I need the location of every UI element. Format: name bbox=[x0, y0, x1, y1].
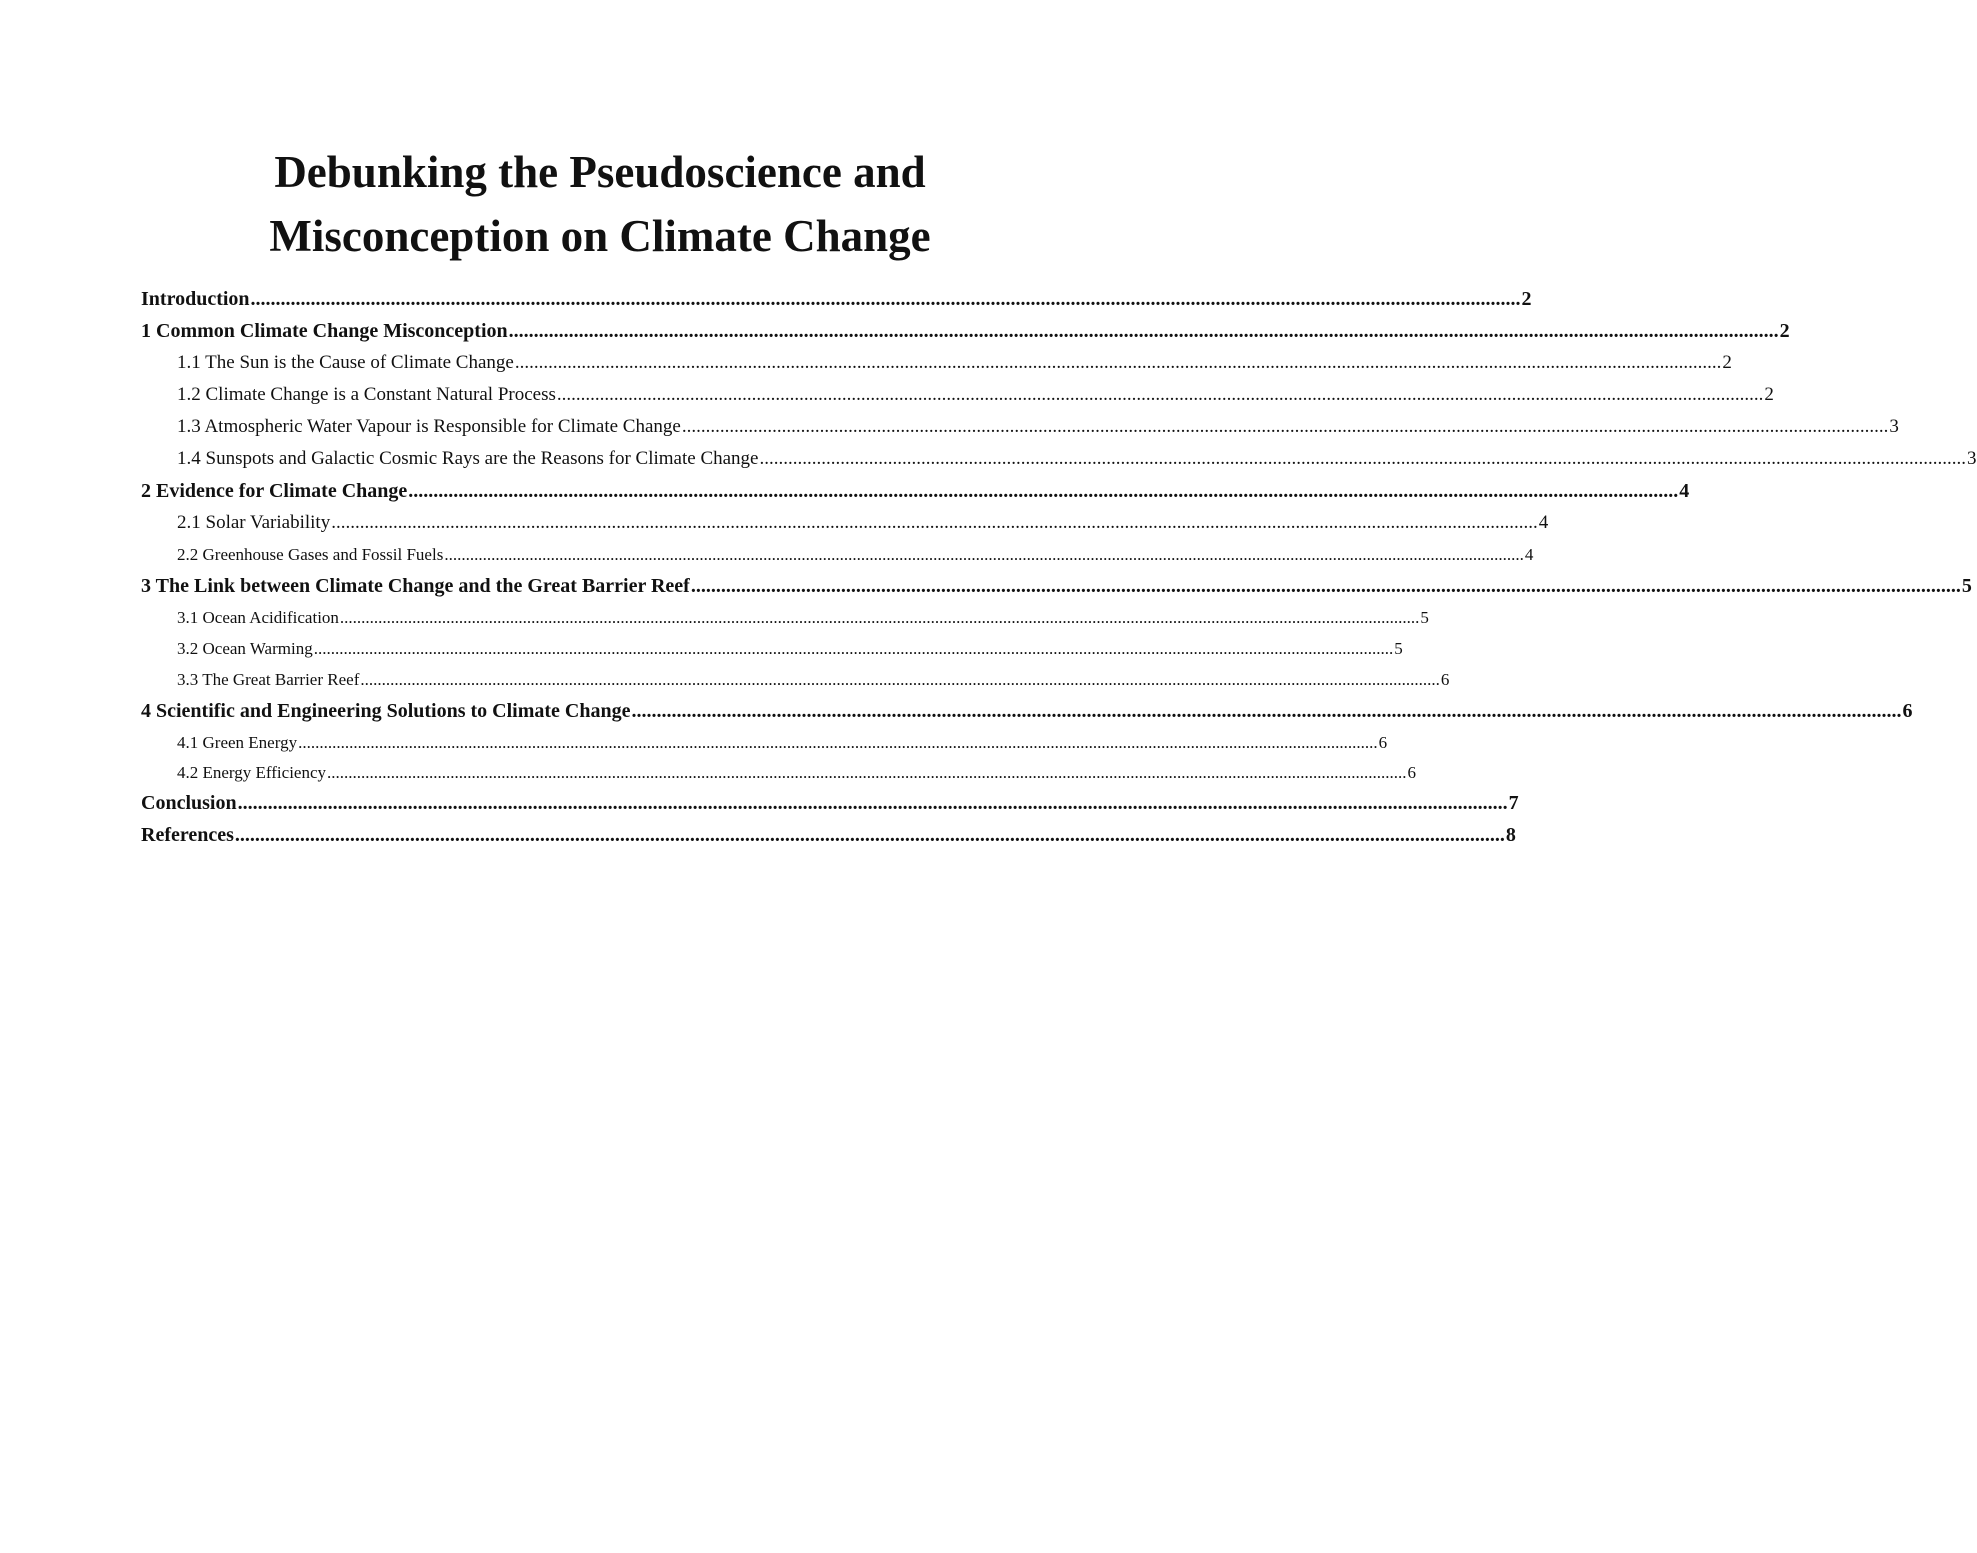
toc-page-number: 2 bbox=[1521, 288, 1532, 310]
toc-entry-section-1-4[interactable] bbox=[141, 443, 1977, 475]
toc-dot-leader: .............................................................................................................................................................................................................................................................. bbox=[690, 575, 1961, 597]
toc-page-number: 2 bbox=[1779, 320, 1790, 342]
toc-entry-label: 4 Scientific and Engineering Solutions to Climate Change bbox=[141, 700, 631, 722]
toc-entry-label: 1.1 The Sun is the Cause of Climate Change bbox=[177, 352, 514, 373]
toc-entry-section-3-1[interactable] bbox=[141, 602, 1429, 633]
toc-page-number: 4 bbox=[1524, 545, 1534, 564]
toc-entry-section-2-2[interactable] bbox=[141, 539, 1534, 570]
toc-entry-label: 4.1 Green Energy bbox=[177, 733, 298, 752]
toc-dot-leader: .............................................................................................................................................................................................................................................................. bbox=[681, 416, 1889, 437]
toc-page-number: 7 bbox=[1508, 792, 1519, 814]
toc-dot-leader: .............................................................................................................................................................................................................................................................. bbox=[514, 352, 1722, 373]
toc-page-number: 5 bbox=[1420, 608, 1429, 627]
toc-entry-introduction[interactable] bbox=[141, 283, 1532, 315]
toc-entry-conclusion[interactable] bbox=[141, 787, 1519, 819]
toc-page-number: 6 bbox=[1407, 763, 1417, 782]
toc-entry-section-4[interactable] bbox=[141, 695, 1913, 727]
toc-dot-leader: .............................................................................................................................................................................................................................................................. bbox=[556, 384, 1764, 405]
toc-entry-label: Conclusion bbox=[141, 792, 237, 814]
toc-dot-leader: .............................................................................................................................................................................................................................................................. bbox=[313, 639, 1394, 658]
toc-entry-label: 1.4 Sunspots and Galactic Cosmic Rays are the Reasons for Climate Change bbox=[177, 448, 759, 469]
toc-page-number: 2 bbox=[1722, 352, 1732, 373]
toc-entry-label: 2.1 Solar Variability bbox=[177, 512, 331, 533]
toc-entry-label: 3 The Link between Climate Change and the Great Barrier Reef bbox=[141, 575, 690, 597]
toc-dot-leader: .............................................................................................................................................................................................................................................................. bbox=[444, 545, 1524, 564]
toc-entry-section-1-3[interactable] bbox=[141, 411, 1899, 443]
toc-dot-leader: .............................................................................................................................................................................................................................................................. bbox=[237, 792, 1508, 814]
toc-entry-label: 1.2 Climate Change is a Constant Natural Process bbox=[177, 384, 556, 405]
toc-entry-section-1-2[interactable] bbox=[141, 379, 1774, 411]
toc-entry-label: 1 Common Climate Change Misconception bbox=[141, 320, 508, 342]
toc-entry-label: 2.2 Greenhouse Gases and Fossil Fuels bbox=[177, 545, 444, 564]
toc-dot-leader: .............................................................................................................................................................................................................................................................. bbox=[508, 320, 1779, 342]
toc-entry-label: 4.2 Energy Efficiency bbox=[177, 763, 327, 782]
toc-dot-leader: .............................................................................................................................................................................................................................................................. bbox=[331, 512, 1538, 533]
toc-page-number: 6 bbox=[1440, 670, 1450, 689]
toc-page-number: 5 bbox=[1394, 639, 1403, 658]
toc-page-number: 6 bbox=[1902, 700, 1913, 722]
toc-page-number: 4 bbox=[1679, 480, 1690, 502]
toc-entry-label: 3.3 The Great Barrier Reef bbox=[177, 670, 360, 689]
toc-entry-section-4-2[interactable] bbox=[141, 758, 1417, 787]
toc-dot-leader: .............................................................................................................................................................................................................................................................. bbox=[298, 733, 1378, 752]
toc-entry-section-2-1[interactable] bbox=[141, 507, 1549, 539]
toc-entry-section-3[interactable] bbox=[141, 570, 1972, 602]
toc-dot-leader: .............................................................................................................................................................................................................................................................. bbox=[327, 763, 1407, 782]
toc-entry-section-2[interactable] bbox=[141, 475, 1690, 507]
document-title-line-1: Debunking the Pseudoscience and bbox=[274, 147, 926, 197]
table-of-contents bbox=[141, 283, 1977, 851]
toc-page-number: 6 bbox=[1378, 733, 1388, 752]
toc-entry-section-4-1[interactable] bbox=[141, 727, 1388, 758]
toc-dot-leader: .............................................................................................................................................................................................................................................................. bbox=[250, 288, 1521, 310]
toc-entry-label: Introduction bbox=[141, 288, 250, 310]
toc-dot-leader: .............................................................................................................................................................................................................................................................. bbox=[360, 670, 1440, 689]
toc-dot-leader: .............................................................................................................................................................................................................................................................. bbox=[631, 700, 1902, 722]
toc-page-number: 4 bbox=[1538, 512, 1549, 533]
toc-dot-leader: .............................................................................................................................................................................................................................................................. bbox=[408, 480, 1679, 502]
toc-dot-leader: .............................................................................................................................................................................................................................................................. bbox=[234, 824, 1505, 846]
toc-page-number: 3 bbox=[1889, 416, 1899, 437]
toc-entry-label: 2 Evidence for Climate Change bbox=[141, 480, 408, 502]
toc-entry-section-3-2[interactable] bbox=[141, 633, 1403, 664]
toc-entry-section-3-3[interactable] bbox=[141, 664, 1450, 695]
toc-page-number: 3 bbox=[1967, 448, 1977, 469]
toc-page-number: 5 bbox=[1961, 575, 1972, 597]
toc-page-number: 8 bbox=[1505, 824, 1516, 846]
toc-entry-section-1[interactable] bbox=[141, 315, 1790, 347]
toc-entry-label: 3.2 Ocean Warming bbox=[177, 639, 313, 658]
toc-entry-section-1-1[interactable] bbox=[141, 347, 1732, 379]
toc-page-number: 2 bbox=[1764, 384, 1774, 405]
document-title bbox=[140, 140, 1060, 268]
toc-entry-references[interactable] bbox=[141, 819, 1516, 851]
toc-entry-label: References bbox=[141, 824, 234, 846]
document-title-line-2: Misconception on Climate Change bbox=[269, 211, 931, 261]
toc-dot-leader: .............................................................................................................................................................................................................................................................. bbox=[339, 608, 1420, 627]
toc-entry-label: 3.1 Ocean Acidification bbox=[177, 608, 339, 627]
toc-dot-leader: .............................................................................................................................................................................................................................................................. bbox=[759, 448, 1966, 469]
toc-entry-label: 1.3 Atmospheric Water Vapour is Responsible for Climate Change bbox=[177, 416, 681, 437]
